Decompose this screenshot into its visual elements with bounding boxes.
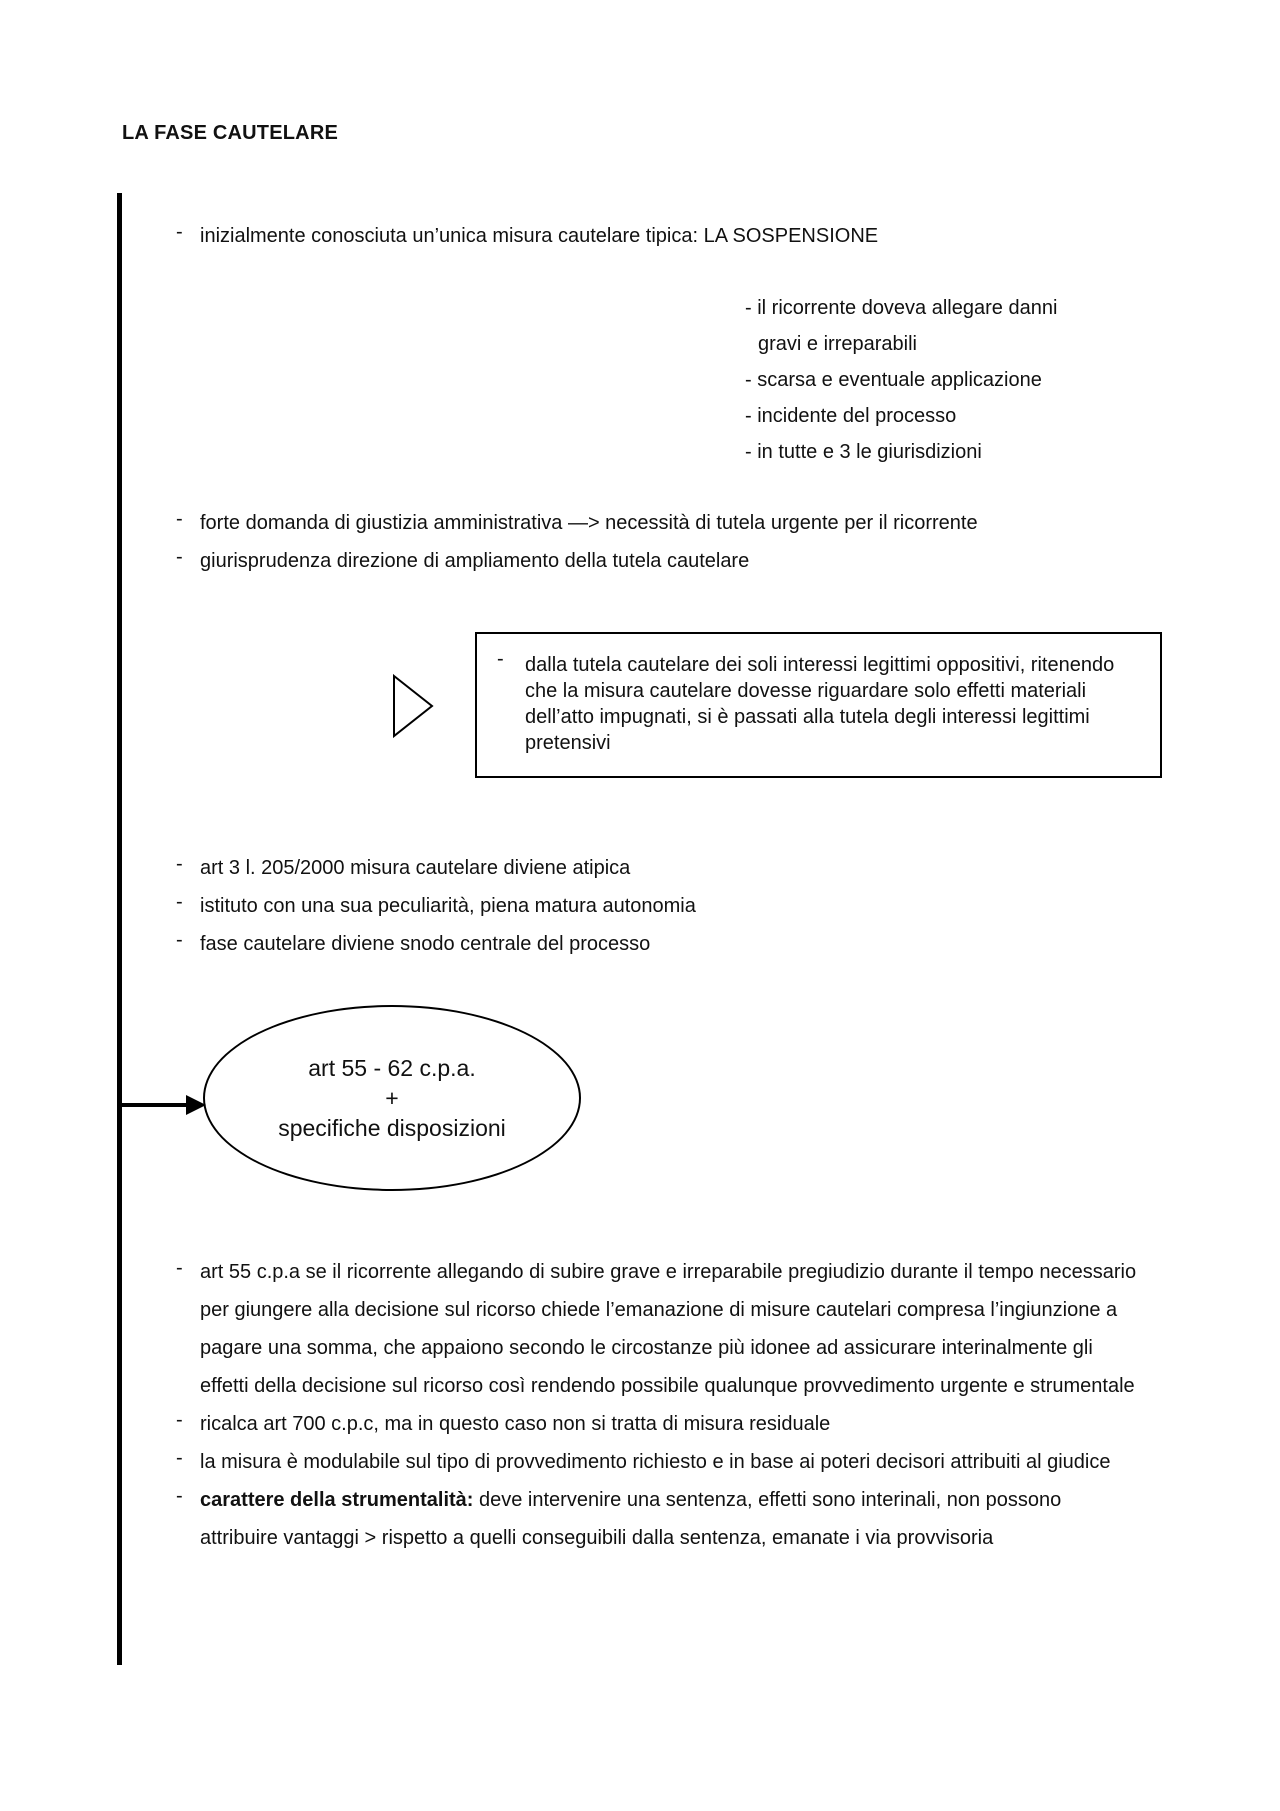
- list-item: [176, 542, 978, 580]
- bullet-dash: -: [176, 1257, 183, 1279]
- box-dash: -: [497, 648, 504, 670]
- bullet-dash: -: [176, 929, 183, 951]
- list-item: [176, 887, 696, 925]
- bullet-dash: -: [176, 546, 183, 568]
- bullet-text: la misura è modulabile sul tipo di provvedimento richiesto e in base ai poteri decisori attribuiti al giudice: [200, 1451, 1111, 1473]
- list-item: [745, 434, 1057, 470]
- bullet-dash: -: [176, 508, 183, 530]
- list-item: [176, 1481, 1140, 1557]
- note-text: - scarsa e eventuale applicazione: [745, 369, 1042, 391]
- ellipse-line: specifiche disposizioni: [278, 1115, 506, 1141]
- list-item-continuation: [745, 326, 1057, 362]
- bullet-text: inizialmente conosciuta un’unica misura cautelare tipica: LA SOSPENSIONE: [200, 225, 879, 247]
- ellipse-line: art 55 - 62 c.p.a.: [308, 1055, 476, 1081]
- bullet-text: istituto con una sua peculiarità, piena matura autonomia: [200, 895, 696, 917]
- note-text: gravi e irreparabili: [758, 333, 917, 355]
- evolution-list: [176, 504, 978, 580]
- bullet-dash: -: [176, 853, 183, 875]
- bullet-text: giurisprudenza direzione di ampliamento della tutela cautelare: [200, 550, 750, 572]
- sospensione-notes-list: [745, 290, 1057, 470]
- bullet-dash: -: [176, 1447, 183, 1469]
- note-text: - il ricorrente doveva allegare danni: [745, 297, 1058, 319]
- ellipse-plus: +: [385, 1085, 399, 1111]
- list-item: [176, 504, 978, 542]
- bullet-bold-lead: carattere della strumentalità:: [200, 1489, 474, 1511]
- reform-list: [176, 849, 696, 963]
- list-item: [745, 398, 1057, 434]
- list-item: [745, 290, 1057, 326]
- bullet-dash: -: [176, 891, 183, 913]
- timeline-vertical-line: [117, 193, 122, 1665]
- details-list: [176, 1253, 1140, 1557]
- list-item: [176, 1253, 1140, 1405]
- cpa-ellipse: [203, 1005, 581, 1191]
- evolution-box: [475, 632, 1162, 778]
- note-text: - incidente del processo: [745, 405, 957, 427]
- bullet-dash: -: [176, 1409, 183, 1431]
- bullet-dash: -: [176, 1485, 183, 1507]
- list-item: [176, 217, 879, 255]
- page-title: LA FASE CAUTELARE: [122, 122, 338, 144]
- triangle-pointer-icon: [390, 672, 438, 740]
- list-item: [176, 849, 696, 887]
- bullet-text: art 3 l. 205/2000 misura cautelare diviene atipica: [200, 857, 631, 879]
- bullet-text: deve intervenire una sentenza, effetti sono interinali, non possono attribuire vantaggi > rispetto a quelli conseguibili dalla sentenza, emanate i via provvisoria: [200, 1489, 1062, 1549]
- list-item: [176, 1405, 1140, 1443]
- intro-list: [176, 217, 879, 255]
- list-item: [176, 925, 696, 963]
- bullet-text: ricalca art 700 c.p.c, ma in questo caso non si tratta di misura residuale: [200, 1413, 831, 1435]
- arrow-right-icon: [120, 1092, 210, 1118]
- bullet-dash: -: [176, 221, 183, 243]
- box-text: dalla tutela cautelare dei soli interessi legittimi oppositivi, ritenendo che la misura cautelare dovesse riguardare solo effetti materiali dell’atto impugnati, si è passati alla tutela degli interessi legittimi pretensivi: [525, 654, 1115, 754]
- bullet-text: fase cautelare diviene snodo centrale del processo: [200, 933, 651, 955]
- bullet-text: forte domanda di giustizia amministrativa —> necessità di tutela urgente per il ricorrente: [200, 512, 978, 534]
- list-item: [745, 362, 1057, 398]
- bullet-text: art 55 c.p.a se il ricorrente allegando di subire grave e irreparabile pregiudizio durante il tempo necessario per giungere alla decisione sul ricorso chiede l’emanazione di misure cautelari compresa l’ingiunzione a pagare una somma, che appaiono secondo le circostanze più idonee ad assicurare interinalmente gli effetti della decisione sul ricorso così rendendo possibile qualunque provvedimento urgente e strumentale: [200, 1261, 1137, 1397]
- list-item: [176, 1443, 1140, 1481]
- note-text: - in tutte e 3 le giurisdizioni: [745, 441, 982, 463]
